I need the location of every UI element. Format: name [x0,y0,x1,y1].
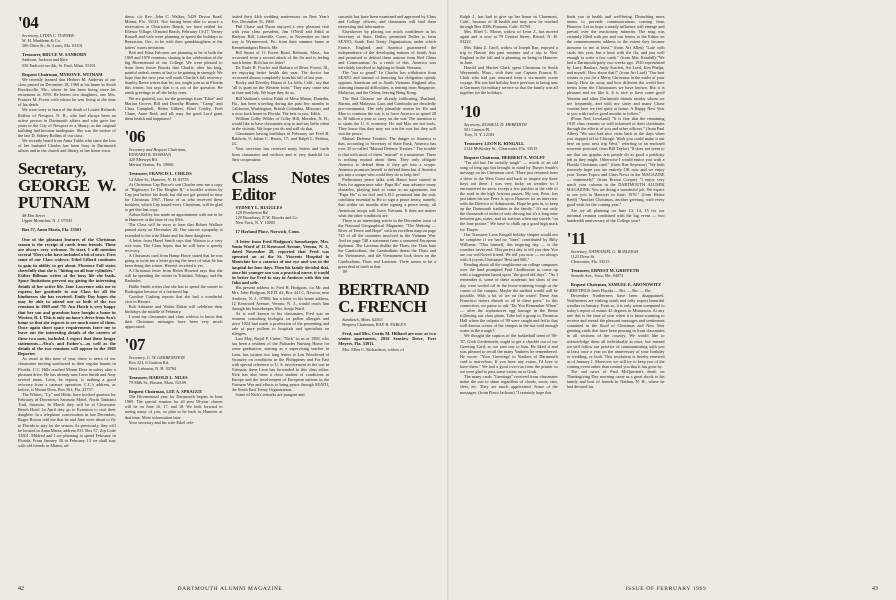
class-note-paragraph: Caroline Cushing reports that she had a wonderful visit in Hawaii. [124,293,223,304]
secretary-line: 48 Elm Street [22,213,45,219]
address-line: 120 Broadway, P. W. Brooks and Co. [235,215,299,221]
class-year-heading: Secretary, GEORGE W. PUTNAM [18,159,116,213]
column-1 [18,14,116,560]
class-note-paragraph: Some of Nick's remarks are pungent and [235,392,305,398]
class-note-paragraph: Arthur Kelley has made an appointment with me to be in Hanover at the time of our 65th. [124,212,223,223]
address-line: Upper Montclair, N. J. 07043 [22,218,72,224]
column-5 [460,14,558,560]
folio-number: 42 [18,586,24,592]
class-note-paragraph: Mrs. Ethel C. Morse, widow of Leon J., has moved again and is now at 79 Central Street, Bristol, N. H. 03222. [460,29,558,45]
class-year-heading: '07 [124,335,145,355]
class-note-paragraph: Ralph J., has had to give up her home in Claremont, Calif., because of ill health and may now be reached through Box 2006, Pomona, Calif. 91769. [460,14,558,30]
address-line: Bequest Chairman, RAY B. FARLEY [342,321,407,327]
class-year-heading: Class Notes Editor [231,167,330,204]
class-note-paragraph: A Christmas letter from Helen Howard says that she will be spending the winter in Trinidad, Tobago, and the Barbados. [124,268,223,284]
column-7 [674,14,772,560]
secretary-line: Sandwich, Mass. 02563 [342,316,383,322]
class-year-heading: BERTRAND C. FRENCH [338,279,430,316]
treasurer-line: Box 57, Anna Maria, Fla. 33501 [22,227,82,233]
class-note-paragraph: Phil Chase and Thorn enjoyed a very pleasant visit with your class president, Jim O'Neill and Edith at Harlyon Hill, Lakeville, Conn., in November on their way to Wynnewood, Pa., from their summer home at Kennebunkport Beach, Me. [231,24,330,50]
class-year-heading: '11 [566,228,587,248]
bequest-chairman-line: Bequest Chairman, SAMUEL E. ARONOWITZ [570,282,662,288]
class-note-paragraph: The Bicentennial year for Dartmouth begins in June 1969. The special reunion for all post 50-year classes will be on June 16, 17, and 18. We look forward to seeing many of you, so plan to be back in Hanover at that time. More information later. [124,394,223,420]
address-line: 530 Endicott-on-4th, St. Paul, Minn. 55101 [22,62,96,68]
class-note-paragraph: GREETINGS from Florida — Brr. — Brr. — Brr. [566,287,652,293]
class-note-paragraph: sarcastic but have been examined and approved by Class and College officers, and classmates will find them interesting and informative. [338,14,436,30]
bequest-chairman-line: Bequest Chairman, MYRON E. WITHAM [22,71,103,77]
column-4 [338,14,436,560]
address-line: New York, N. Y. 10005 [235,220,276,226]
address-line: 501 Cannon Pl. [464,126,491,132]
class-note-paragraph: Eisenhower by placing too much confidence in his Secretary of State, Dulles, permitted Dulles to form SEATO, South East Treaty Organization, under which France, England, and America guaranteed the independence of the developing nations of South Asia and promised to defend these nations from Red China and Communism. As a result of this, America was inevitably involved in fighting in South Vietnam. [338,29,436,70]
left-page-columns [18,14,436,560]
left-page-footer [0,586,448,592]
class-note-paragraph: The sad news of Paul McQuesten's death on Thanksgiving Day morning came as a great shock to his family and host of friends in Nashua, N. H., where he had devoted his [566,369,665,390]
address-line: 506 Olive St., St. Louis, Mo. 63101 [22,43,83,49]
class-note-paragraph: December Northerners have been disappointed. Northerners are rushing south and fully expect beautiful weather in January. Even so, it is only warm compared to today's report of minus 43 degrees in Minnesota. At any rate this is the time of year when it is heart-warming to receive and reread the pleasant messages and sentiments contained in the flood of Christmas and New Year greeting cards that have been pouring in from classmates in all sections of the country. We would like to acknowledge them all individually at once, but instead we will follow our practice of communicating with you at least once a year on the anniversary of your birthday or wedding, or both. This resolution is hereby renewed as of January 1. Moreover we will try to keep you of the coming event rather than remind you that it has gone by. [566,292,665,370]
address-line: Clearwater, Fla. 33515 [570,259,610,265]
right-page [448,0,896,600]
bequest-chairman-line: Fred, and Mrs. Curtis M. Hilliard are now at two winter apartments, 2916 Seaview Drive, Fort Meyers, Fla. 33911. [338,330,436,347]
treasurer-line: 17 Harland Place, Norwich, Conn. [235,229,300,235]
class-note-paragraph: The Whites, "Cy" and Hilda, have booked quarters for February at Downtown Sarasota Motel, North Tamiami Trail, Sarasota. In March they will be at Clearwater Beach Hotel. In April they go to Evanston to visit their daughter. In a telephone conversation in late December, Roger Brown told me that he and Jane were about to fly to Florida to stay for the season. As previously, they will be located in Anna Maria; address P.O. Box 57, Zip Code 33501. Mildred and I are planning to spend February in Florida. From January 30 to February 13 we shall stay with old friends in Miami, ad- [18,392,116,448]
class-note-paragraph: Our Treasurer Leon Kingall holiday chapter would not be complete if we had no "lines" contributed by Billy Williams: "This himself, this inspiring day — is the wonders never end. This perfect day to tell you dear You are our well-loved friend. We tell you now — no always with A joyous Christmas! Best and Bill." [460,231,558,263]
class-note-paragraph: As is well known to his classmates, Fred was an eminent consulting biologist on pollen allergies and since 1924 had made a profession of the presenting and sale of pure pollens to hospitals and specialists on allergies. [231,310,330,337]
class-note-paragraph: There is an interesting article in the December issue of the National Geographical Magazine, "The Mekong — River of Terror and Hope" with an excellent map on page 745 of all the countries involved in the Vietnam War. And on page 748 a statement from a seasoned European diplomat. The Laotians dislike the Thais, the Thais hate the Cambodians, the Cambodians detest the Thais and the Vietnamese, and the Vietnamese look down on the Cambodians, Thais and Laotians. There seems to be a great deal of truth in that. [338,217,436,269]
treasurer-line: Treasurer, HAROLD L. NILES [128,374,188,380]
class-note-paragraph: brated their 44th wedding anniversary on New Year's Eve, December 31, 1968. [231,14,330,25]
class-note-paragraph: Your secretary and his wife Ethel cele- [128,419,195,425]
class-note-paragraph: Reading about all the roughhouse on college campuses over the land prompted Paul Chadbourne to come up with a suggestion based upon "the good old days": "As I remember it, some of these academic hot shots of our day were cooled off in the horse-watering trough at the corner of the campus. Maybe the method would still be possible. With a bit of ice on the water! These San Francisco rioters disturb us all in these parts." In this connection, we pause to ask "Do You Remember When" — after the sophomores egg barrage in the Bema following our class photo, Tobe led a group to Thornton Hall where the culprits of '09 were caught and led to that well-known corner of the campus in the not-cold enough water in the trough? [460,262,558,334]
address-line: Seaside Ave., Saco, Me. 04072 [570,273,624,279]
secretary-line: 129 Pemberton Rd. [235,210,269,216]
secretary-line: Secretary, RUSSELL D. MEREDITH [464,121,527,127]
class-note-paragraph: Mrs. Edna Z. Groff, widow of Joseph Rae, enjoyed a trip to Hawaii this past summer and a trip to New England in the fall and is planning on being in Hanover in June. [460,44,558,65]
treasurer-line: Treasurer, ERNEST M. GRIFFETH [570,268,639,274]
address-line: W. H. Markham & Co. [22,38,61,44]
address-line: 1121 Drew St. [570,253,596,259]
address-line: Sanborn, Jackson and Rice [22,57,68,63]
class-note-paragraph: The "not so grand" Le Charles has withdrawn from SEATO and instead of honoring his obligation openly opposes American aid to South Vietnam. England also, claiming financial difficulties, is retiring from Singapore, Malaysia, and the Orient, leaving Hong Kong. [338,70,436,96]
class-note-paragraph: dress: c/o Rev. John C. Walker, 5429 Devon Road, Miami, Fla. 33133. Not having been able to secure a reservation at Clearwater Beach, we have settled for Ellenor Village, Ormond Beach, February 13-27. Versey Russell and wife were planning to spend the holidays in Beaverton, Ore., to be with their granddaughters at the latters' warm invitation. [124,14,223,50]
class-note-paragraph: finds you in health and well-being. Disturbing news seems to pervade communications coming from Hanover. Let us hope a steady influence will emerge and prevail over the reactionary minority. The mug was certainly filled with pro and con letters to the Editor on the commencement address to the extent they became tiresome to me at least." (from Art Allen) "Late with cards this year, but a bout with the flu, and just well enough to write a few cards." (from Mac Kendall) "We had a Dartmouth party two weeks ago. 1910 represented by Larry Bankart, Andy Scarlett, Art Lord, Ken Phelps, and myself. How about that?" (from Art Lord) "Our best wishes to you for a Merry Christmas in the midst of your family. How far away and how different the world here seems from the Christmases we have known. But it is pleasant and we like it. It is nice to have some good Yemens and other Dartmouth friends nearby whom we see frequently, and with my sister and many Chase cousins here we feel quite at home. A Happy New Year to you with twelve good months to follow." [566,14,665,116]
address-line: EDWARD R. ROSMAN [128,152,172,158]
class-note-paragraph: Mutual Defense Treaties. The danger to America is that, according to Secretary of State Rusk, America has over 35 so-called "Mutual Defense Treaties." The trouble is that with most of them "mutual" is a misnomer. There is nothing mutual about them. They only obligate America to defend them if they get into a scrape. America promises herself to defend them but if America got into a scrape who could they do to help her? [338,136,436,177]
bequest-chairman-line: One of the pleasant features of the Christmas season is the receipt of cards from friends. These are always very welcome. To start, I will mention several '05ers who have included a bit of news. First some of our Class widows: Ethel Lillard continues to gain in ability to get about. Florence Fall states cheerfully that she is "hitting on all four cylinders." Esther Billman writes of the busy life she leads. Space limitations prevent my giving the interesting details of her active life. Jane Lawrence asks me to express her gratitude to our Class for all the kindnesses she has received. Emily Day hopes she may be able to attend one or both of the two reunions in 1969 and '70. Ava Hatch is very happy that her son and grandson have bought a home in Weston, R. I. This is only an hour's drive from Ava's home so that she expects to see much more of them. Once again short space requirements force me to leave out the interesting details of the careers of these two men, included. I expect that these longer statements—Alva's and Esther's—as well as the details of the two reunions will appear in the 1969 Reporter. [18,236,116,357]
class-note-paragraph: The many cards "Greetings" received from classmates make the sun to shine regardless of clouds, snow, rain, sleet, etc. They are much appreciated. Some of the messages: (from Pinco Jackson) "I certainly hope this [460,374,558,395]
treasurer-line: Treasurer, FRANCIS L. CHILDS [128,171,192,177]
class-note-paragraph: A Christmas card from Hamp Howe stated that he was going to write me a letter giving the news of what he has been doing this winter. Haven't received it yet. [124,252,223,269]
secretary-line: Secretary, LYDIA C. TURNER [22,33,74,38]
column-8 [780,14,878,560]
running-head: ISSUE OF FEBRUARY 1969 [625,586,707,592]
class-note-paragraph: Last May, Royal P. Carter, "Nick" to us of 1908, who has been a resident of the Palisades Nursing Home for some graduation, starting as a supervising teacher in Laon, has written two long letters to Len Woodward of Swanzey on conditions in the Philippines and Far East with special reference to U. S. involvement in the war in Vietnam; these Leon has forwarded to this class editor. Nick has also been a close student of conditions in Europe and the involvement of European nations in the Vietnam War and efforts to bring peace through SEATO, the South East Treaty Organization. [231,336,330,393]
bequest-chairman-line: Bequest Chairman, LEE A. SPRAGUE [128,388,203,394]
right-page-columns [460,14,878,560]
address-line: Merion Station, Pa. 19066 [128,162,174,168]
column-3 [232,14,330,560]
class-year-heading: '04 [18,14,39,32]
class-note-paragraph: William Colby Wilder of Colby Hill, Meriden, N. H., would like to have classmates stop in and say hello when in the vicinity. We hope you do and will do that. [231,115,330,132]
bequest-chairman-line: A letter from Fred Hodgson's housekeeper, Mrs. Sonia Ward of 12 Kenwood Avenue, Verona, N. J., dated November 20, reported that Fred was operated on at the St. Vincents Hospital in Montclair for a cataract of one eye and was in the hospital for four days. Then his family decided that, since his younger son was a practical nurse, it would be better for Fred to stay in Andover with this son John and wife. [231,238,330,286]
class-note-paragraph: Bob and Edna Falconer are planning to be at both the 1969 and 1970 reunions, sharing in the celebration of the big Bicentennial of our College. We were pleased to learn from Jessie Brooks that Charlie, after his long, painful ordeal, seems at last to be gaining in strength. We hope that the new year will mark Charlie's full recovery. Stanley Reese writes that he, too, might join us in Florida this winter, but says that it is out of the question. He sends greetings to all the lucky ones. [124,49,223,96]
class-note-paragraph: As usual at this time of year, there is news of our classmates moving southward to their regular haunts in Florida. C.C. Hills reached Mount Dora in safety after a pleasant drive. He has already sent Leon Smith and Amy several times. Leon, he reports, is making a good recovery from a cataract operation. C.C.'s address, as before, is Mount Dora, Box 561, Fla. 32757. [18,356,116,392]
class-notes-editor-heading: SYDNEY L. RUGGLES [235,204,283,210]
class-note-paragraph: Hallie Smith writes that she has to spend the winter in Burlington because of a fractured hip. [124,283,223,294]
class-note-paragraph: Classmates having birthdays in February are Fred B. Baldwin, 9; Julian C. Harris, 17; and Ralph L. Perkins, 24. [231,131,330,147]
class-note-paragraph: (From Ned Loveland) "It is fine that the remaining 1910 class remains so well informed of their classmates through the efforts of you and other officers." (from Paul Alber) "We sure had nice visits back in the days when you stopped off in Chicago. Wish you could make it out here on your next trip West," referring to an enclosed souvenir postcard, from Bill Taylor) "It does not seem to me that our graphic arts people do as good a publicity job as they might. Otherwise I would entice you with a Florida Christmas card." (from Rae Seymour) "We both sincerely hope you are entirely OK now and we enjoy your Tomer Topics and Class News in the MAGAZINE — immensely!" (from Brown Cooper) "I enjoy very much your column in the DARTMOUTH ALUMNI MAGAZINE. You are doing a wonderful job. We expect to see you in Hanover in June, 1970." (from Heisie Reed) "Another Christmas, another greeting, with every good wish for the coming year." [566,115,665,208]
class-note-paragraph: I want my classmates and class widows to know that their Christmas messages have been very much appreciated. [124,314,223,330]
running-head: DARTMOUTH ALUMNI MAGAZINE [177,586,283,592]
class-note-paragraph: Rocky and Dorothy Hazen of La Jolla, Calif., say that "all is quiet on the Western front." They may come east in June and July. We hope they do so. [231,80,330,96]
treasurer-line: Treasurer, BRUCE W. SANBORN [22,52,87,58]
address-line: Box 321, 6 Grafton Rd. [128,360,169,366]
class-note-paragraph: At Christmas Cap Pierce's son Charles sent me a copy of "Highways To The Heights II," a booklet written by Cap just before his death but did not get printed in time for Christmas 1967. Those of us who received these booklets, which Cap issued every Christmas, will be glad to get this last copy. [124,181,223,213]
address-line: 420 Merwyn Rd. [128,157,158,163]
class-note-paragraph: We thought the caption of the basketball team of '06-'07, Grob Gerdenstein, ought to get a chuckle out of our Greeting Card, so we sent one to him. He liked it and was pleased to recall the many Yankees he remembered. He wrote: "Your 'Greetings' to Yonkers of Dartmouth card is marvelous. If you have any extras, I'd love to have them." We had a good over-run from the printer so we were glad to pass some extras on to Grob. [460,333,558,375]
class-note-paragraph: '09 [342,268,348,274]
class-note-paragraph: Are we all planning on June 13, 14, 15 for our informal reunion combined with the big event — two hundredth anniversary of the College year? [566,207,665,223]
right-page-footer [448,586,896,592]
class-note-paragraph: The Class will be sorry to hear that Robert Wallace passed away on December 20. Our sincere sympathy is extended to his wife Marie and his three daughters. [124,222,223,238]
address-line: 14 Allen St., Hanover, N. H. 03755 [128,176,189,182]
column-6 [567,14,665,560]
class-note-paragraph: Preliminary peace talks with Hanoi have started in Paris for appearance sake. Papa Ho" may advance many obstacles, playing hard to come to an agreement, but "Papa Ho" is no fool and L.B.J. promised him the only condition essential to Ho to sign a peace treaty, namely, that within six months after signing a peace treaty, all American troops will leave Vietnam. It does not matter what the other conditions are. [338,177,436,218]
class-note-paragraph: "I'm old but I'm awfully tough" — words of an old song of long ago but brought to mind by Thayer Smith's message on his Christmas card: "Have just returned from a drive to the West Coast and back to inspect my three boys out there. I was very lucky on weather so I encountered no snow except a few patches at the side of the road in the high Arizona passes. My son, Peter, has just taken his son Peter Jr. up to Hanover for an interview with the Director of Admissions. Hope he gets in, to keep up the Dartmouth tradition in the family." It's not only the thousands of miles of solo driving but it's a long time between gas, water, and air stations when one travels "on the lone prairie." We have to chalk up a good high mark for Thayer. [460,160,558,232]
class-note-paragraph: Bill Smart of 11 Forest Road, Belmont, Mass., has recovered from a second attack of the flu and is feeling much better. Rich has no letter! [231,49,330,65]
address-line: 2144 McKinley St., Clearwater, Fla. 33515 [464,145,538,151]
class-note-paragraph: Dr. Earle B. Fowler and Barbara of River Forest, Ill., are enjoying better health this year. The doctor has recovered almost completely from his fall of last year. [231,64,330,81]
class-note-paragraph: Bill Sanborn's widow Edith of Mesa Manor, Dunedin, Fla., has been traveling during the past few months to California, Washington, British Columbia, Missouri, and is now back home in Florida. The best to you, Edith. [231,95,330,116]
class-note-paragraph: Your secretary has received many letters and cards from classmates and widows and is very thankful for their cooperation. [231,146,330,162]
secretary-line: Secretary and Bequest Chairman, [128,146,187,152]
treasurer-line: Treasurer, LEON K. KINGALL [464,140,525,146]
address-line: Troy, N. Y. 12183 [464,131,495,137]
address-line: 79 Milk St., Boston, Mass. 02109 [128,379,187,385]
page-gutter [447,0,449,600]
class-note-paragraph: The Red Chinese are already infiltrating Thailand, Burma, and Malaysia. Laos and Cambodia are decidedly pro-communist. The only plausible reason for Ho and Mao to continue the war is to force America to spend 28 to 30 billion a year to carry on the war. The intention is to strain the U. S. economy. Ho and Mao are not fools. They know that they may not win the war but they will win the peace. [338,95,436,137]
class-note-paragraph: Bob Adrianee and Walter Dakin will celebrate their birthdays the middle of February. [124,303,223,314]
column-2 [125,14,223,560]
class-year-heading: '06 [124,126,145,146]
class-note-paragraph: Mrs. Ellen C. Richardson, widow of [342,346,404,352]
secretary-line: Secretary, G. W. GERBENSTEIN [128,355,185,361]
address-line: West Lebanon, N. H. 03784 [128,365,177,371]
folio-number: 43 [872,586,878,592]
class-note-paragraph: A letter from Hazel Smith says that Watson is a very sick man. The Class hopes that he will have a speedy recovery. [124,237,223,253]
secretary-line: Secretary, NATHANIEL G. BURLEIGH [570,248,639,254]
class-note-paragraph: Harold and Harriet Clark spent Christmas in South Weymouth, Mass., with their son Captain Francis B. Clark who had just returned from a six-month ocean voyage. His son had holiday leave previous to being sent to Germany for military service so that the family was all together for the holidays. [460,64,558,96]
class-note-paragraph: We recently learned that Herbert M. Andrews of our class passed on December 18, 1968 at his home in South Brooksville, Me., where he has been living since his retirement in 1959. He leaves two daughters, one Mrs. Frances M. Forest with whom he was living at the time of his death. [18,76,116,108]
class-year-heading: '10 [460,101,481,121]
class-note-paragraph: We recently heard from Anna Tubbs who since the loss of her husband Charles has been busy in Dartmouth affairs and in the church and library of her home town. [18,138,116,154]
class-note-paragraph: We are grateful, too, for the greetings from "Elsie" and Marion Grover, Bill and Dorothy Blutner, "Camp" and Clara Campbell, Helen Gilbert, Ethel Conley, Fred Chase, Anne Reid, and all: may the good Lord grant them health and happiness! [124,95,223,121]
class-note-paragraph: We were sorry to learn of the death of Louise Richards Rollins of Newport, N. H., who had always been an active person in Dartmouth affairs and who gave her years to the City of Newport as a library, as the original building had become inadequate. She was the widow of the late D. Sidney Rollins of our class. [18,107,116,138]
bequest-chairman-line: Bequest Chairman, HERBERT A. WOLFF [464,155,545,161]
class-note-paragraph: His present address is: Fred H. Hodgson, c/o Mr. and Mrs. John Hodgson, R.F.D. #1, Box 441 C, Newton, near Andover, N. J., 07860; but a letter to his home address, 12 Kenwood Avenue, Verona, N. J., would reach him through his housekeeper, Mrs. Sonja Ward. [231,285,330,311]
